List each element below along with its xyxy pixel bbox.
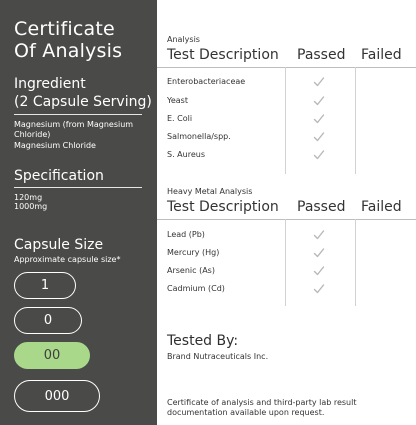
footer-note: Certificate of analysis and third-party lab result documentation available upon request. xyxy=(167,398,357,417)
capsule-size-option-00[interactable]: 00 xyxy=(14,342,90,369)
analysis-row-3: E. Coli xyxy=(167,114,193,123)
check-icon xyxy=(313,95,325,107)
heavy-metal-col-divider-2 xyxy=(355,219,356,306)
check-icon xyxy=(313,265,325,277)
specification-divider xyxy=(14,187,142,188)
specification-item-2: 1000mg xyxy=(14,202,48,211)
heavy-metal-col-test: Test Description xyxy=(167,199,279,215)
right-panel xyxy=(157,0,416,425)
title-line-1: Certificate xyxy=(14,18,115,40)
ingredient-heading-line-2: (2 Capsule Serving) xyxy=(14,94,152,110)
analysis-col-passed: Passed xyxy=(297,47,346,63)
analysis-col-divider-1 xyxy=(285,67,286,174)
analysis-col-divider-2 xyxy=(355,67,356,174)
ingredient-heading xyxy=(14,75,152,111)
check-icon xyxy=(313,247,325,259)
capsule-size-option-0[interactable]: 0 xyxy=(14,307,82,334)
tested-by-heading: Tested By: xyxy=(167,333,239,349)
heavy-metal-header-divider xyxy=(157,219,416,220)
ingredient-item-2: Magnesium Chloride xyxy=(14,141,96,150)
ingredient-item-1: Magnesium (from Magnesium Chloride) xyxy=(14,120,134,139)
capsule-size-option-000[interactable]: 000 xyxy=(14,380,100,412)
title-line-2: Of Analysis xyxy=(14,40,123,62)
certificate-title xyxy=(14,18,122,62)
check-icon xyxy=(313,113,325,125)
ingredient-heading-line-1: Ingredient xyxy=(14,76,86,92)
analysis-row-5: S. Aureus xyxy=(167,150,205,159)
heavy-metal-col-failed: Failed xyxy=(361,199,402,215)
heavy-metal-row-2: Mercury (Hg) xyxy=(167,248,220,257)
analysis-row-2: Yeast xyxy=(167,96,188,105)
check-icon xyxy=(313,149,325,161)
capsule-size-option-1[interactable]: 1 xyxy=(14,272,76,299)
check-icon xyxy=(313,283,325,295)
analysis-col-test: Test Description xyxy=(167,47,279,63)
analysis-header-divider xyxy=(157,67,416,68)
capsule-size-subheading: Approximate capsule size* xyxy=(14,255,121,264)
ingredient-divider xyxy=(14,114,142,115)
heavy-metal-row-3: Arsenic (As) xyxy=(167,266,215,275)
analysis-row-1: Enterobacteriaceae xyxy=(167,77,246,86)
check-icon xyxy=(313,76,325,88)
heavy-metal-col-divider-1 xyxy=(285,219,286,306)
capsule-size-heading: Capsule Size xyxy=(14,237,104,253)
specification-item-1: 120mg xyxy=(14,193,43,202)
tested-by-name: Brand Nutraceuticals Inc. xyxy=(167,352,269,361)
analysis-row-4: Salmonella/spp. xyxy=(167,132,231,141)
analysis-label: Analysis xyxy=(167,35,200,44)
check-icon xyxy=(313,229,325,241)
specification-heading: Specification xyxy=(14,168,104,184)
heavy-metal-label: Heavy Metal Analysis xyxy=(167,187,253,196)
heavy-metal-row-4: Cadmium (Cd) xyxy=(167,284,225,293)
heavy-metal-row-1: Lead (Pb) xyxy=(167,230,205,239)
analysis-col-failed: Failed xyxy=(361,47,402,63)
heavy-metal-col-passed: Passed xyxy=(297,199,346,215)
check-icon xyxy=(313,131,325,143)
left-panel xyxy=(0,0,157,425)
